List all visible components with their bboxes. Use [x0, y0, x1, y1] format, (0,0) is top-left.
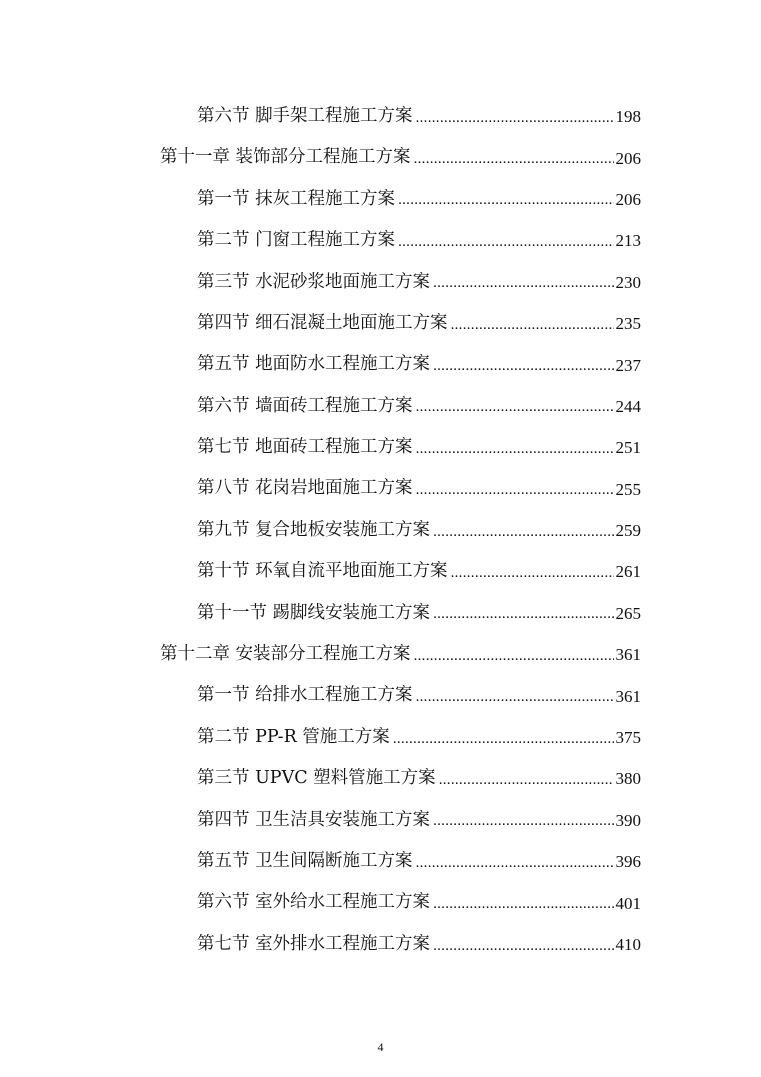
toc-entry[interactable] [0, 344, 641, 385]
toc-entry-page: 390 [615, 810, 641, 830]
toc-entry-title: 第十二章 安装部分工程施工方案 [160, 644, 411, 665]
toc-entry-title: 第四节 卫生洁具安装施工方案 [197, 809, 431, 830]
toc-entry-page: 265 [615, 603, 641, 623]
toc-entry[interactable] [0, 386, 641, 427]
toc-entry[interactable] [0, 717, 641, 758]
toc-entry[interactable] [0, 800, 641, 841]
toc-entry-page: 375 [615, 728, 641, 748]
toc-dot-leader [416, 109, 614, 127]
toc-entry-title: 第三节 UPVC 塑料管施工方案 [197, 768, 436, 789]
toc-entry-title: 第十节 环氧自流平地面施工方案 [197, 561, 448, 582]
toc-dot-leader [439, 771, 614, 789]
toc-entry-page: 237 [615, 355, 641, 375]
toc-entry-page: 396 [615, 852, 641, 872]
toc-entry-page: 380 [615, 769, 641, 789]
toc-entry-page: 206 [615, 189, 641, 209]
toc-dot-leader [433, 523, 613, 541]
toc-entry-title: 第一节 给排水工程施工方案 [197, 685, 413, 706]
toc-entry[interactable] [0, 675, 641, 716]
toc-entry-title: 第五节 卫生间隔断施工方案 [197, 850, 413, 871]
toc-dot-leader [433, 274, 613, 292]
page-number: 4 [377, 1040, 384, 1054]
toc-entry-title: 第六节 室外给水工程施工方案 [197, 892, 431, 913]
toc-entry-page: 361 [615, 645, 641, 665]
toc-entry[interactable] [0, 882, 641, 923]
toc-entry-title: 第六节 墙面砖工程施工方案 [197, 395, 413, 416]
toc-entry[interactable] [0, 262, 641, 303]
toc-dot-leader [398, 191, 613, 209]
toc-entry-page: 198 [615, 107, 641, 127]
toc-entry[interactable] [0, 220, 641, 261]
toc-dot-leader [393, 730, 614, 748]
toc-dot-leader [433, 895, 613, 913]
toc-dot-leader [414, 647, 614, 665]
toc-entry-title: 第十一节 踢脚线安装施工方案 [197, 602, 431, 623]
toc-entry-title: 第十一章 装饰部分工程施工方案 [160, 147, 411, 168]
toc-dot-leader [433, 605, 613, 623]
toc-entry[interactable] [0, 841, 641, 882]
toc-entry[interactable] [0, 510, 641, 551]
toc-entry-title: 第四节 细石混凝土地面施工方案 [197, 312, 448, 333]
toc-entry-page: 235 [615, 314, 641, 334]
toc-entry[interactable] [0, 758, 641, 799]
toc-dot-leader [451, 564, 614, 582]
toc-dot-leader [451, 316, 614, 334]
toc-entry-page: 255 [615, 479, 641, 499]
toc-entry-title: 第七节 地面砖工程施工方案 [197, 437, 413, 458]
toc-dot-leader [416, 854, 614, 872]
toc-entry[interactable] [0, 634, 641, 675]
toc-entry[interactable] [0, 137, 641, 178]
toc-entry-title: 第九节 复合地板安装施工方案 [197, 519, 431, 540]
toc-entry-page: 251 [615, 438, 641, 458]
toc-dot-leader [433, 937, 613, 955]
toc-entry-page: 410 [615, 935, 641, 954]
toc-entry-page: 361 [615, 686, 641, 706]
toc-entry-title: 第三节 水泥砂浆地面施工方案 [197, 271, 431, 292]
toc-dot-leader [433, 357, 613, 375]
toc-entry-page: 401 [615, 893, 641, 913]
toc-dot-leader [433, 812, 613, 830]
toc-entry-page: 206 [615, 148, 641, 168]
toc-entry-page: 213 [615, 231, 641, 251]
toc-entry-title: 第一节 抹灰工程施工方案 [197, 188, 396, 209]
toc-entry-page: 259 [615, 521, 641, 541]
toc-dot-leader [416, 481, 614, 499]
toc-dot-leader [414, 150, 614, 168]
toc-entry[interactable] [0, 551, 641, 592]
toc-entry-title: 第二节 PP-R 管施工方案 [197, 726, 390, 747]
toc-entry[interactable] [0, 96, 641, 137]
toc-entry[interactable] [0, 179, 641, 220]
toc-entry[interactable] [0, 303, 641, 344]
toc-dot-leader [416, 440, 614, 458]
toc-entry-page: 244 [615, 396, 641, 416]
toc-entry[interactable] [0, 593, 641, 634]
toc-entry-title: 第七节 室外排水工程施工方案 [197, 933, 431, 954]
toc-entry[interactable] [0, 427, 641, 468]
toc-entry[interactable] [0, 469, 641, 510]
table-of-contents [0, 96, 761, 965]
toc-entry[interactable] [0, 924, 641, 965]
toc-entry-title: 第八节 花岗岩地面施工方案 [197, 478, 413, 499]
toc-dot-leader [416, 398, 614, 416]
toc-entry-title: 第五节 地面防水工程施工方案 [197, 354, 431, 375]
toc-entry-page: 230 [615, 272, 641, 292]
toc-entry-page: 261 [615, 562, 641, 582]
toc-entry-title: 第二节 门窗工程施工方案 [197, 230, 396, 251]
toc-dot-leader [398, 233, 613, 251]
toc-entry-title: 第六节 脚手架工程施工方案 [197, 105, 413, 126]
toc-dot-leader [416, 688, 614, 706]
